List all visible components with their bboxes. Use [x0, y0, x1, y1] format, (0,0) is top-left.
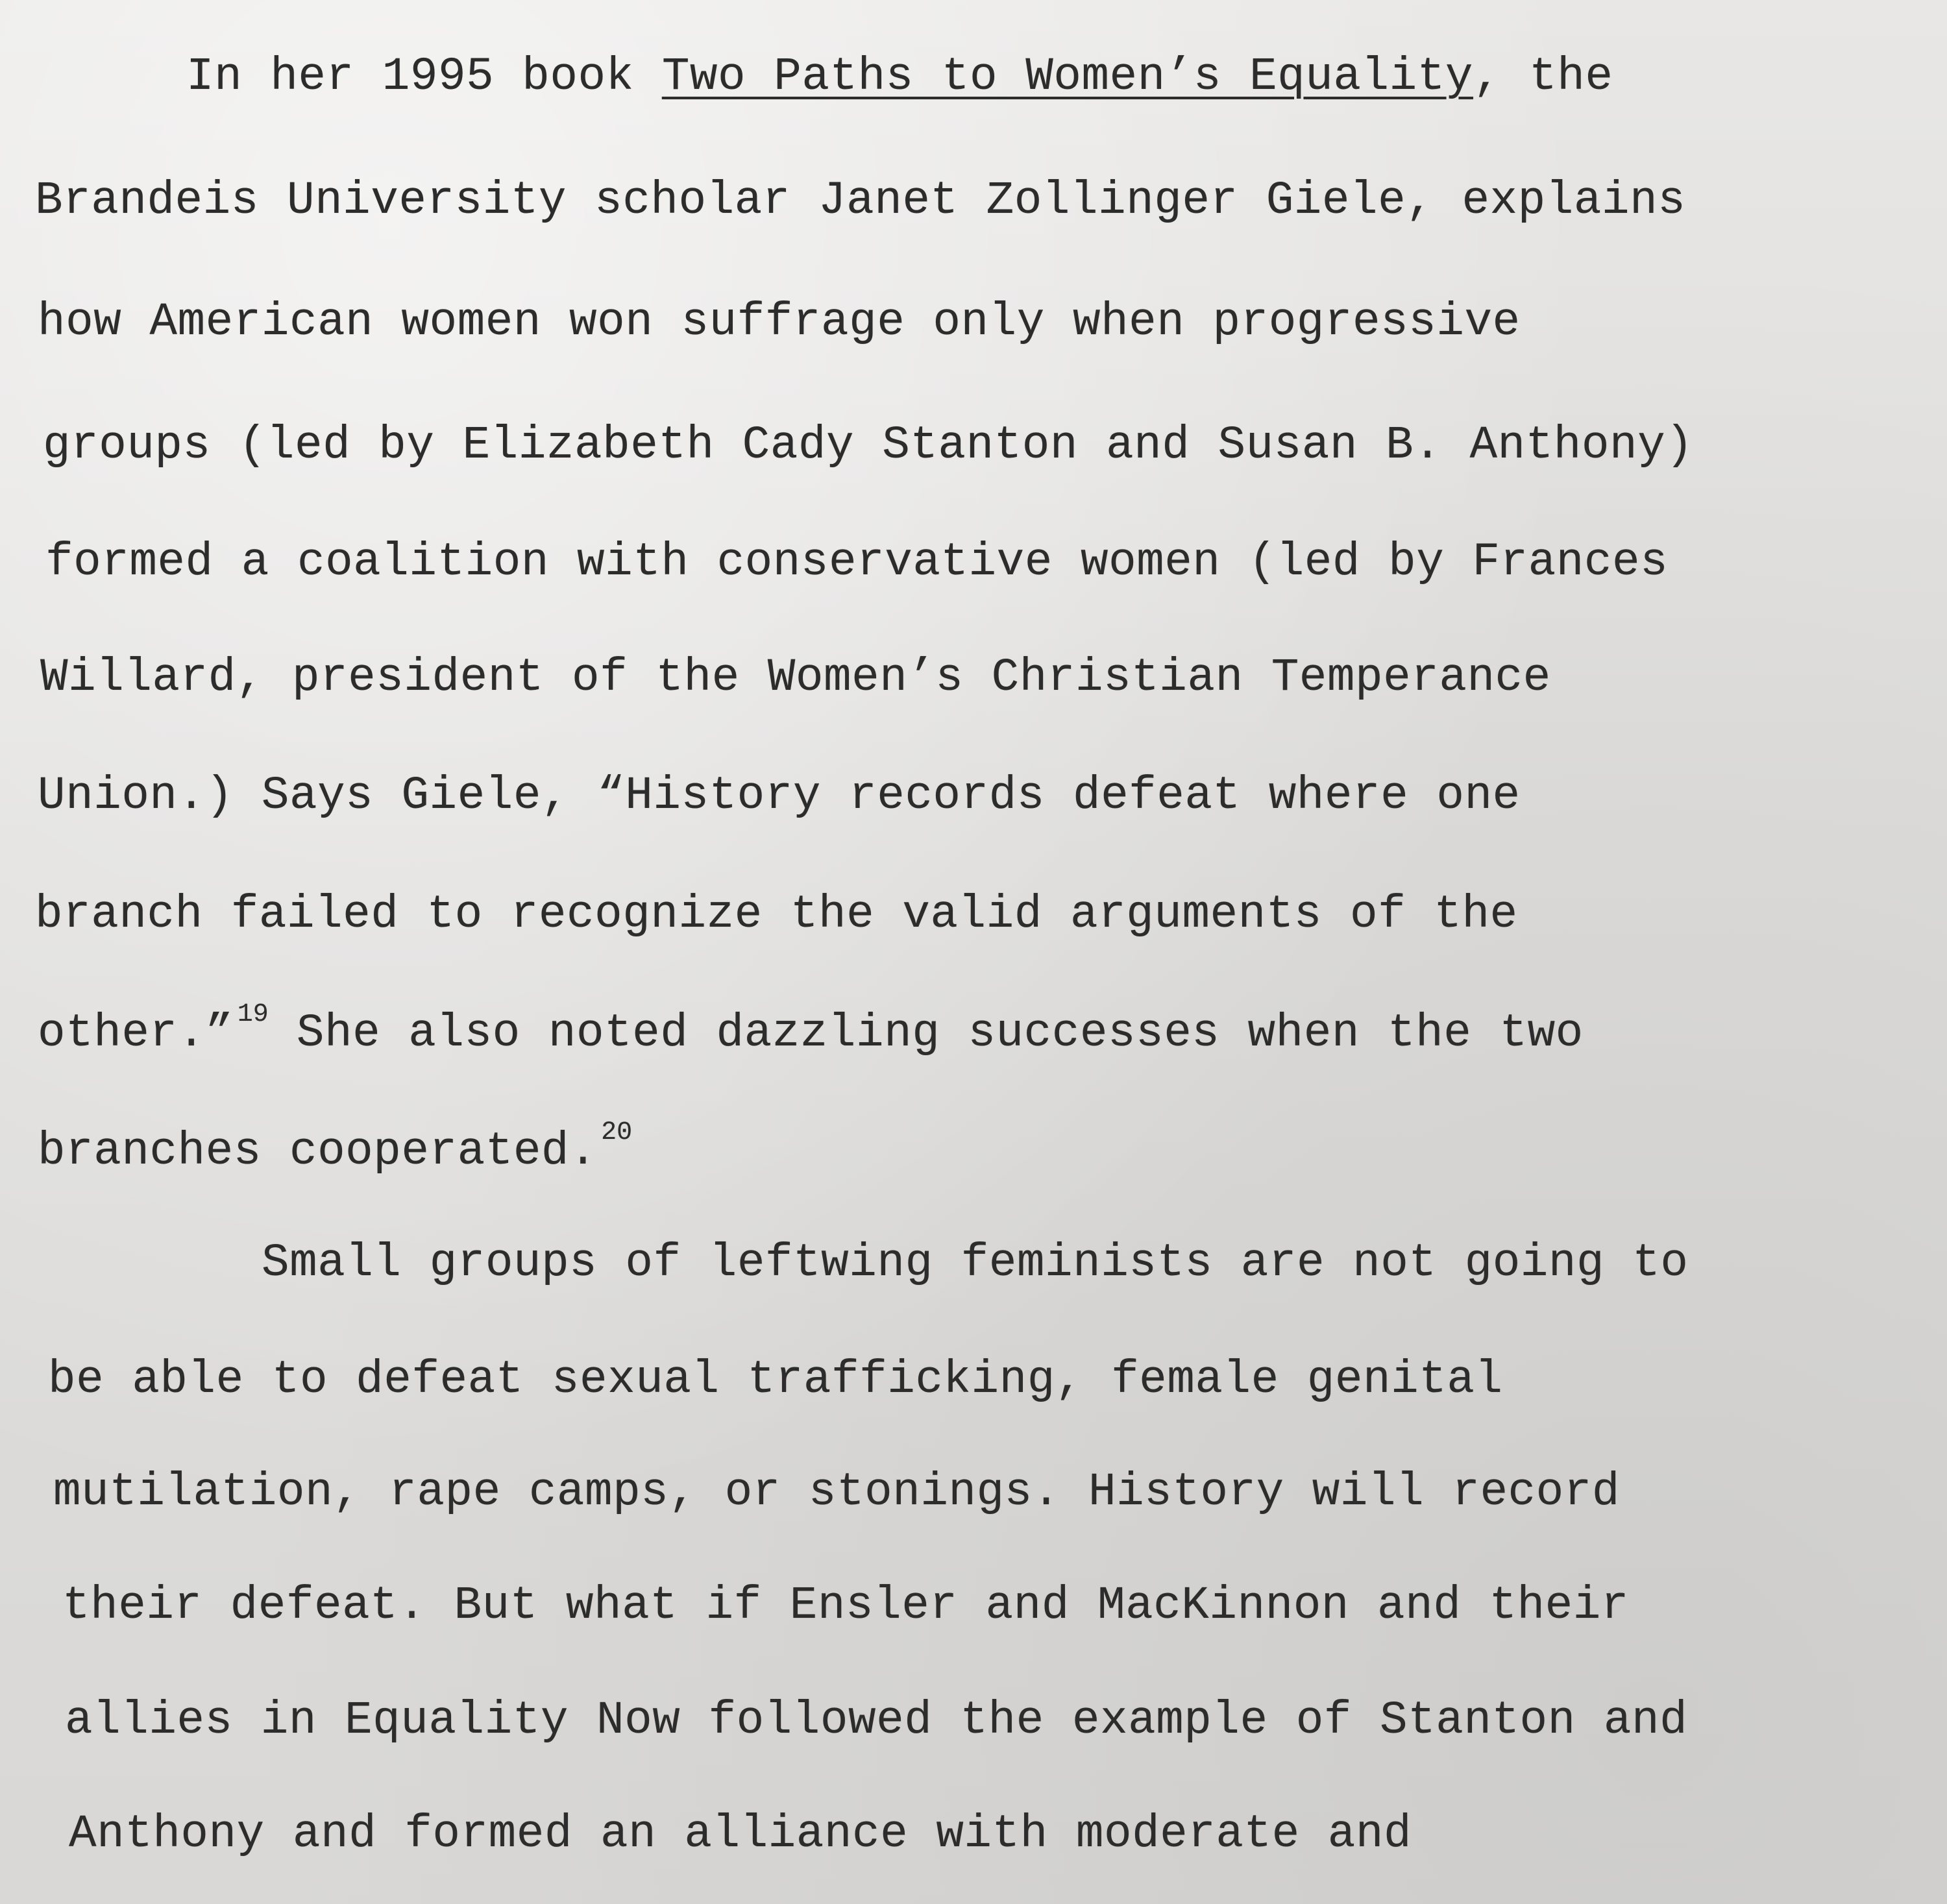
p1-line-7: Union.) Says Giele, “History records defeat where one [38, 770, 1521, 822]
p2-line-5: allies in Equality Now followed the example of Stanton and [65, 1695, 1688, 1747]
p2-line-4: their defeat. But what if Ensler and MacKinnon and their [62, 1580, 1629, 1632]
book-title: Two Paths to Women’s Equality [661, 51, 1473, 103]
p1-line-1 [186, 51, 1613, 103]
p2-line-2: be able to defeat sexual trafficking, female genital [48, 1354, 1503, 1406]
p2-line-1: Small groups of leftwing feminists are not going to [262, 1238, 1689, 1289]
p1-line-1-end: , the [1473, 51, 1613, 103]
p1-line-9 [38, 1000, 1584, 1060]
footnote-20: 20 [601, 1118, 633, 1147]
p1-line-10-text: branches cooperated. [38, 1126, 598, 1178]
p1-line-9-start: other.” [38, 1008, 234, 1060]
p1-line-5: formed a coalition with conservative women (led by Frances [45, 537, 1669, 589]
p2-line-6: Anthony and formed an alliance with moderate and [69, 1809, 1412, 1861]
p2-line-3: mutilation, rape camps, or stonings. History will record [53, 1467, 1620, 1519]
footnote-19: 19 [237, 1000, 269, 1029]
p1-line-1-start: In her 1995 book [186, 51, 662, 103]
p1-line-2: Brandeis University scholar Janet Zollinger Giele, explains [35, 175, 1686, 227]
p1-line-9-end: She also noted dazzling successes when the two [268, 1008, 1584, 1060]
p1-line-4: groups (led by Elizabeth Cady Stanton and Susan B. Anthony) [43, 420, 1694, 472]
p1-line-3: how American women won suffrage only when progressive [38, 297, 1521, 348]
p1-line-6: Willard, president of the Women’s Christian Temperance [40, 652, 1551, 704]
p1-line-10 [38, 1118, 633, 1178]
p1-line-8: branch failed to recognize the valid arguments of the [35, 889, 1518, 941]
